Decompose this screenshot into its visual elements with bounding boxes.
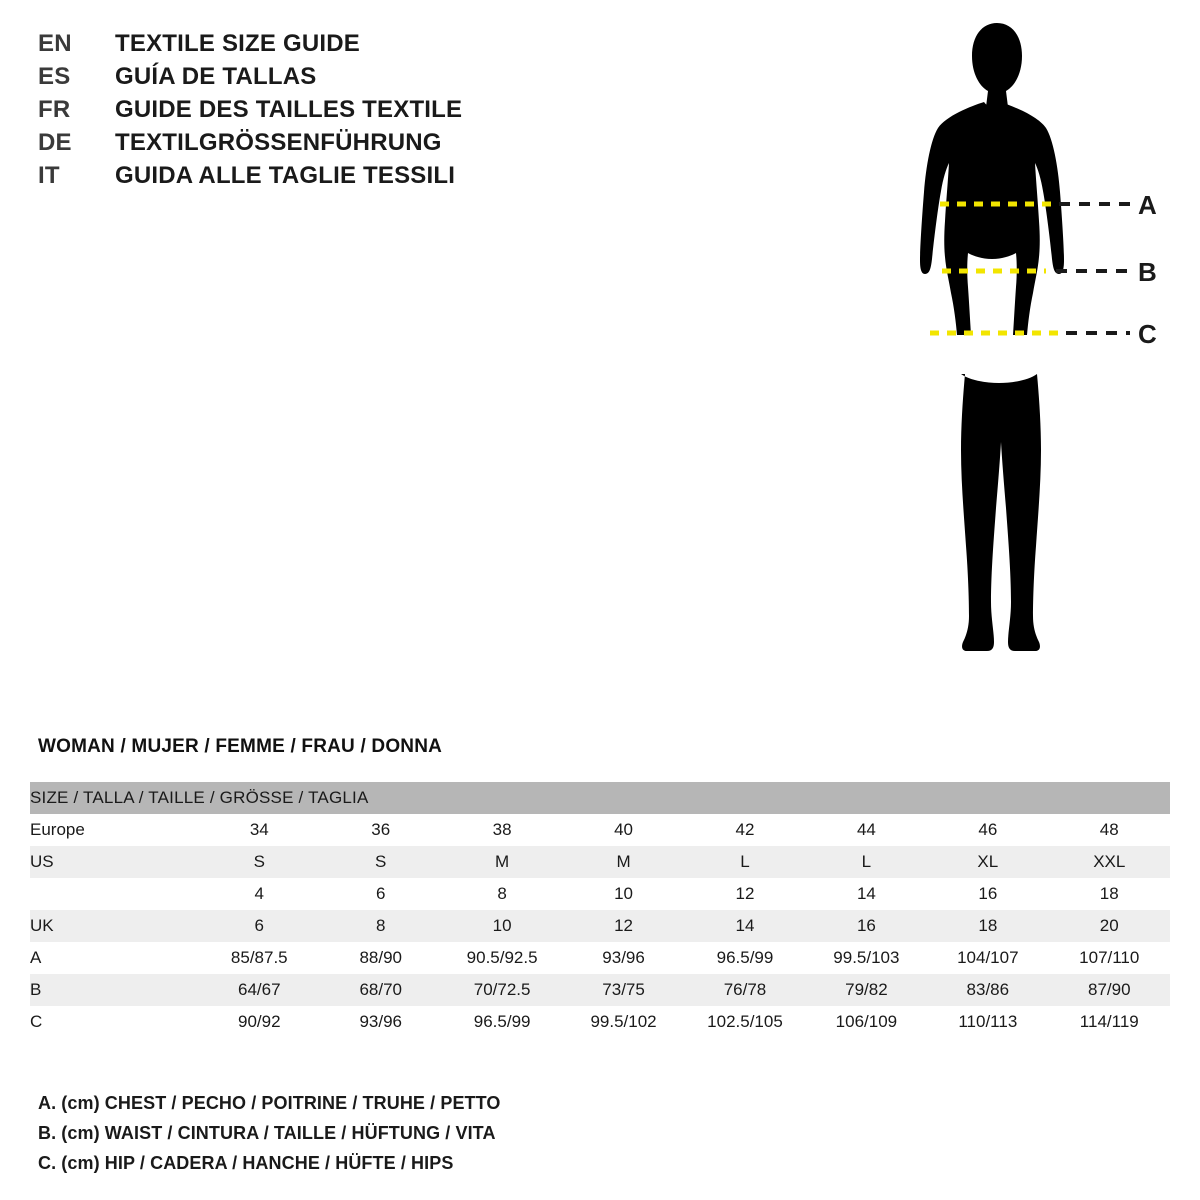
table-cell: L: [806, 846, 927, 878]
table-cell: 6: [199, 910, 320, 942]
table-row: [30, 1006, 1170, 1038]
table-cell: 88/90: [320, 942, 441, 974]
table-cell: 16: [927, 878, 1048, 910]
table-cell: 87/90: [1049, 974, 1170, 1006]
language-title: GUÍA DE TALLAS: [115, 63, 317, 90]
table-cell: XL: [927, 846, 1048, 878]
table-cell: 12: [563, 910, 684, 942]
table-cell: 16: [806, 910, 927, 942]
footnotes: [38, 1088, 938, 1178]
language-row: [38, 162, 558, 195]
language-title: GUIDE DES TAILLES TEXTILE: [115, 96, 463, 123]
table-cell: 46: [927, 814, 1048, 846]
footnote-hip: C. (cm) HIP / CADERA / HANCHE / HÜFTE / HIPS: [38, 1153, 454, 1173]
row-label: Europe: [30, 814, 199, 846]
table-cell: 18: [1049, 878, 1170, 910]
language-code: EN: [38, 30, 72, 57]
table-row: [30, 846, 1170, 878]
table-cell: 6: [320, 878, 441, 910]
table-cell: 99.5/103: [806, 942, 927, 974]
table-cell: 4: [199, 878, 320, 910]
table-cell: 10: [441, 910, 562, 942]
table-cell: 34: [199, 814, 320, 846]
row-label: B: [30, 974, 199, 1006]
guide-line-b: [942, 257, 1157, 287]
table-row: [30, 974, 1170, 1006]
table-cell: 107/110: [1049, 942, 1170, 974]
marker-label-b: B: [1138, 257, 1157, 287]
footnote-waist: B. (cm) WAIST / CINTURA / TAILLE / HÜFTUNG / VITA: [38, 1123, 496, 1143]
language-row: [38, 96, 558, 129]
language-code: ES: [38, 63, 71, 90]
table-cell: 8: [441, 878, 562, 910]
table-cell: 64/67: [199, 974, 320, 1006]
table-cell: 42: [684, 814, 805, 846]
silhouette-icon: [920, 23, 1064, 651]
marker-label-c: C: [1138, 319, 1157, 349]
language-row: [38, 30, 558, 63]
table-cell: 106/109: [806, 1006, 927, 1038]
table-row: [30, 814, 1170, 846]
footnote-chest: A. (cm) CHEST / PECHO / POITRINE / TRUHE / PETTO: [38, 1093, 501, 1113]
language-code: DE: [38, 129, 72, 156]
table-cell: 20: [1049, 910, 1170, 942]
table-cell: 93/96: [563, 942, 684, 974]
language-title: TEXTILGRÖSSENFÜHRUNG: [115, 129, 442, 156]
table-row: [30, 878, 1170, 910]
table-cell: 93/96: [320, 1006, 441, 1038]
table-cell: S: [199, 846, 320, 878]
table-cell: 38: [441, 814, 562, 846]
female-silhouette-figure: [860, 18, 1190, 738]
table-cell: 96.5/99: [684, 942, 805, 974]
table-cell: 114/119: [1049, 1006, 1170, 1038]
table-cell: 18: [927, 910, 1048, 942]
table-header-row: [30, 782, 1170, 814]
table-cell: 70/72.5: [441, 974, 562, 1006]
language-row: [38, 129, 558, 162]
table-cell: 83/86: [927, 974, 1048, 1006]
table-cell: 73/75: [563, 974, 684, 1006]
table-cell: 104/107: [927, 942, 1048, 974]
row-label: C: [30, 1006, 199, 1038]
table-cell: 102.5/105: [684, 1006, 805, 1038]
row-label: UK: [30, 910, 199, 942]
language-title-block: [38, 30, 558, 195]
marker-label-a: A: [1138, 190, 1157, 220]
size-table-wrapper: [30, 782, 1170, 1038]
table-cell: L: [684, 846, 805, 878]
row-label: [30, 878, 199, 910]
size-table: [30, 782, 1170, 1038]
table-cell: 40: [563, 814, 684, 846]
table-cell: 110/113: [927, 1006, 1048, 1038]
table-cell: XXL: [1049, 846, 1170, 878]
language-code: IT: [38, 162, 60, 189]
language-title: GUIDA ALLE TAGLIE TESSILI: [115, 162, 456, 189]
table-cell: 85/87.5: [199, 942, 320, 974]
table-cell: M: [563, 846, 684, 878]
table-cell: 76/78: [684, 974, 805, 1006]
table-cell: 10: [563, 878, 684, 910]
table-cell: 99.5/102: [563, 1006, 684, 1038]
table-row: [30, 910, 1170, 942]
table-cell: 90.5/92.5: [441, 942, 562, 974]
table-header-label: SIZE / TALLA / TAILLE / GRÖSSE / TAGLIA: [30, 782, 1170, 814]
category-title: WOMAN / MUJER / FEMME / FRAU / DONNA: [38, 736, 443, 757]
table-cell: 36: [320, 814, 441, 846]
row-label: US: [30, 846, 199, 878]
language-row: [38, 63, 558, 96]
table-cell: 48: [1049, 814, 1170, 846]
table-cell: 14: [806, 878, 927, 910]
table-cell: 90/92: [199, 1006, 320, 1038]
table-cell: 12: [684, 878, 805, 910]
table-cell: 14: [684, 910, 805, 942]
table-cell: 44: [806, 814, 927, 846]
table-cell: 96.5/99: [441, 1006, 562, 1038]
table-cell: S: [320, 846, 441, 878]
table-cell: 79/82: [806, 974, 927, 1006]
language-title: TEXTILE SIZE GUIDE: [115, 30, 360, 57]
table-row: [30, 942, 1170, 974]
language-code: FR: [38, 96, 71, 123]
table-cell: 8: [320, 910, 441, 942]
table-cell: M: [441, 846, 562, 878]
table-cell: 68/70: [320, 974, 441, 1006]
row-label: A: [30, 942, 199, 974]
